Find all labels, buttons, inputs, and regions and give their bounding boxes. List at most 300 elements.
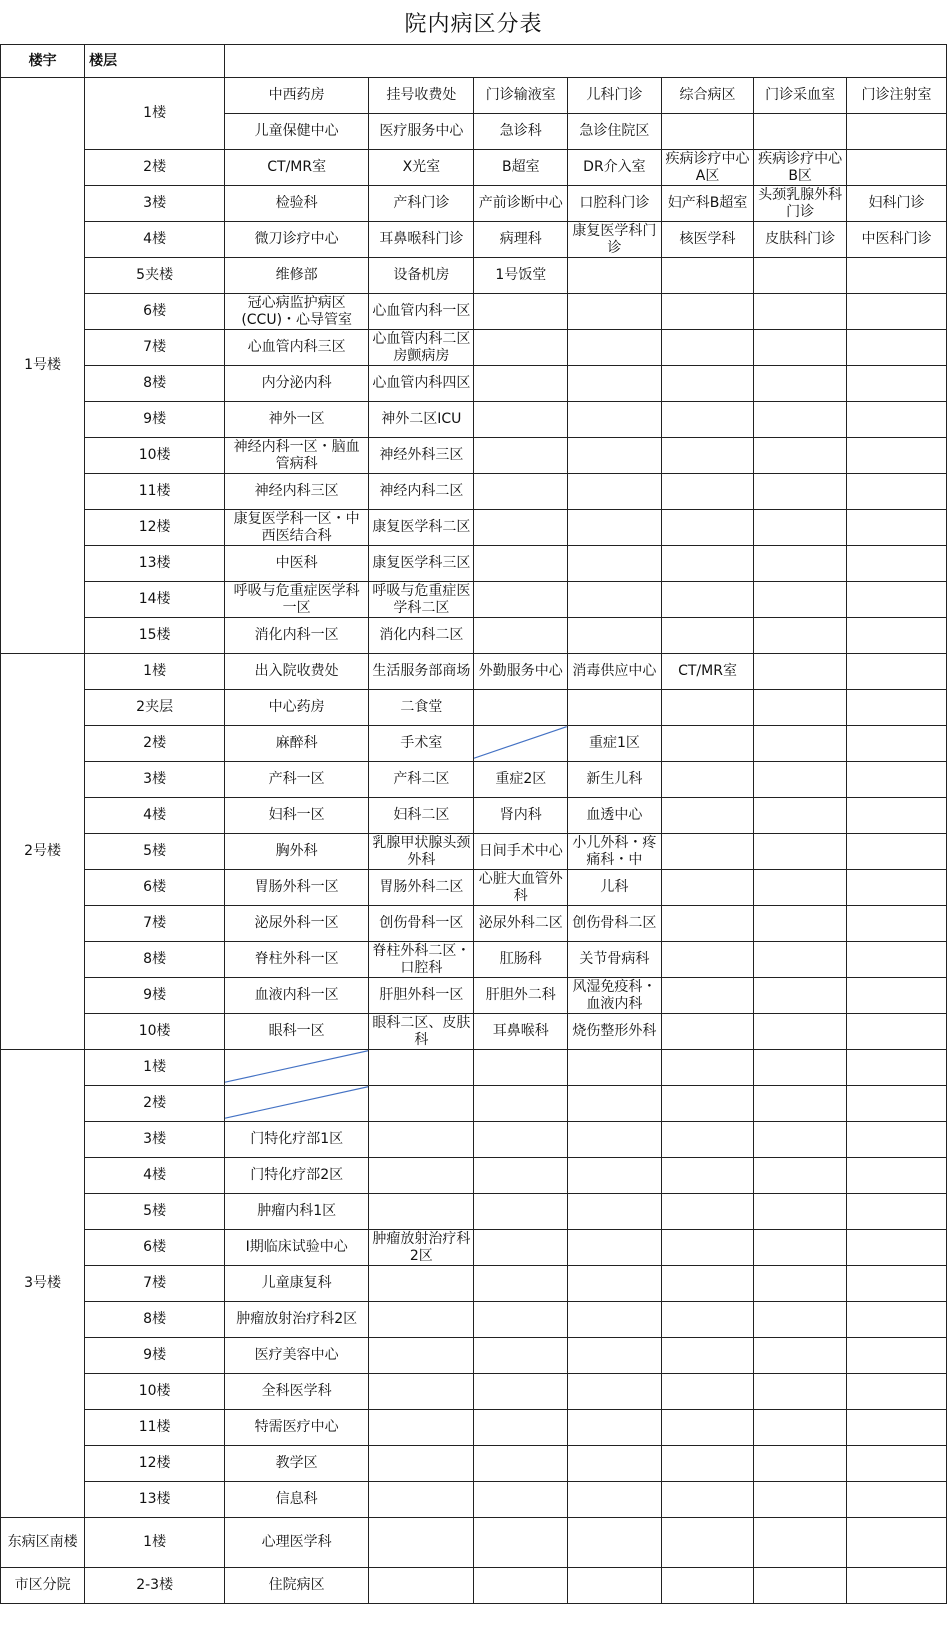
department-cell xyxy=(661,1266,754,1302)
floor-cell: 3楼 xyxy=(85,1122,225,1158)
department-cell xyxy=(474,1266,568,1302)
department-cell xyxy=(474,618,568,654)
table-row xyxy=(1,942,947,978)
department-cell xyxy=(369,1266,474,1302)
department-cell xyxy=(661,294,754,330)
floor-cell: 13楼 xyxy=(85,546,225,582)
department-cell: 中心药房 xyxy=(225,690,369,726)
diagonal-line xyxy=(474,726,567,761)
department-cell xyxy=(568,474,662,510)
table-row xyxy=(1,78,947,114)
table-row xyxy=(1,510,947,546)
department-cell: 康复医学科三区 xyxy=(369,546,474,582)
department-cell xyxy=(369,1518,474,1568)
table-row xyxy=(1,366,947,402)
department-cell: 急诊住院区 xyxy=(568,114,662,150)
department-cell: 脊柱外科二区・口腔科 xyxy=(369,942,474,978)
floor-cell: 7楼 xyxy=(85,1266,225,1302)
department-cell: 生活服务部商场 xyxy=(369,654,474,690)
building-cell: 2号楼 xyxy=(1,654,85,1050)
department-cell xyxy=(754,870,847,906)
department-cell: 手术室 xyxy=(369,726,474,762)
department-cell xyxy=(568,1568,662,1604)
department-cell xyxy=(568,1446,662,1482)
table-row xyxy=(1,1374,947,1410)
department-cell: 神经内科三区 xyxy=(225,474,369,510)
floor-cell: 10楼 xyxy=(85,438,225,474)
department-cell xyxy=(754,114,847,150)
department-cell: 挂号收费处 xyxy=(369,78,474,114)
department-cell xyxy=(846,1446,946,1482)
department-cell: 关节骨病科 xyxy=(568,942,662,978)
department-cell: 妇科一区 xyxy=(225,798,369,834)
department-cell xyxy=(369,1568,474,1604)
department-cell xyxy=(754,618,847,654)
department-cell xyxy=(846,1518,946,1568)
department-cell: CT/MR室 xyxy=(225,150,369,186)
department-cell xyxy=(754,1194,847,1230)
department-cell xyxy=(568,1122,662,1158)
department-cell: X光室 xyxy=(369,150,474,186)
department-cell: 门诊输液室 xyxy=(474,78,568,114)
department-cell: 康复医学科门诊 xyxy=(568,222,662,258)
department-cell xyxy=(754,1050,847,1086)
department-cell: 心脏大血管外科 xyxy=(474,870,568,906)
department-cell xyxy=(846,402,946,438)
department-cell xyxy=(568,1338,662,1374)
floor-cell: 9楼 xyxy=(85,1338,225,1374)
department-cell xyxy=(754,1410,847,1446)
table-row xyxy=(1,438,947,474)
table-row xyxy=(1,258,947,294)
department-cell xyxy=(661,546,754,582)
department-cell xyxy=(568,1266,662,1302)
floor-cell: 3楼 xyxy=(85,186,225,222)
department-cell xyxy=(568,1158,662,1194)
table-row xyxy=(1,402,947,438)
department-cell xyxy=(661,438,754,474)
department-cell xyxy=(846,438,946,474)
department-cell xyxy=(846,1086,946,1122)
department-cell xyxy=(474,1122,568,1158)
department-cell: 头颈乳腺外科门诊 xyxy=(754,186,847,222)
department-cell xyxy=(846,726,946,762)
department-cell xyxy=(846,1338,946,1374)
department-cell xyxy=(846,1230,946,1266)
table-row xyxy=(1,1568,947,1604)
department-cell: 产科二区 xyxy=(369,762,474,798)
department-cell xyxy=(661,726,754,762)
floor-cell: 2-3楼 xyxy=(85,1568,225,1604)
department-cell xyxy=(661,906,754,942)
department-cell xyxy=(754,402,847,438)
department-cell xyxy=(369,1158,474,1194)
department-cell xyxy=(754,978,847,1014)
department-cell: 疾病诊疗中心B区 xyxy=(754,150,847,186)
department-cell: 医疗服务中心 xyxy=(369,114,474,150)
department-cell: 儿科 xyxy=(568,870,662,906)
floor-cell: 6楼 xyxy=(85,294,225,330)
floor-cell: 8楼 xyxy=(85,1302,225,1338)
department-cell xyxy=(846,906,946,942)
department-cell: 门特化疗部1区 xyxy=(225,1122,369,1158)
floor-cell: 13楼 xyxy=(85,1482,225,1518)
department-cell: 血透中心 xyxy=(568,798,662,834)
department-cell: 二食堂 xyxy=(369,690,474,726)
department-cell: 妇产科B超室 xyxy=(661,186,754,222)
department-cell xyxy=(661,1122,754,1158)
floor-cell: 4楼 xyxy=(85,798,225,834)
table-row xyxy=(1,582,947,618)
department-cell xyxy=(474,1302,568,1338)
department-cell: 重症1区 xyxy=(568,726,662,762)
department-cell xyxy=(754,1014,847,1050)
department-cell: 消化内科二区 xyxy=(369,618,474,654)
department-cell xyxy=(846,510,946,546)
department-cell: 心血管内科三区 xyxy=(225,330,369,366)
department-cell xyxy=(754,294,847,330)
floor-cell: 15楼 xyxy=(85,618,225,654)
department-cell: 心血管内科四区 xyxy=(369,366,474,402)
building-cell: 3号楼 xyxy=(1,1050,85,1518)
department-cell: 皮肤科门诊 xyxy=(754,222,847,258)
department-cell xyxy=(568,1194,662,1230)
department-cell xyxy=(846,546,946,582)
department-cell: 肝胆外二科 xyxy=(474,978,568,1014)
department-cell xyxy=(754,906,847,942)
department-cell xyxy=(846,582,946,618)
department-cell xyxy=(754,798,847,834)
department-cell: 产前诊断中心 xyxy=(474,186,568,222)
department-cell xyxy=(568,1518,662,1568)
department-cell: 妇科门诊 xyxy=(846,186,946,222)
department-cell xyxy=(369,1410,474,1446)
department-cell xyxy=(846,1266,946,1302)
table-row xyxy=(1,1014,947,1050)
department-cell xyxy=(846,1158,946,1194)
department-cell xyxy=(846,1014,946,1050)
department-cell xyxy=(568,1086,662,1122)
floor-cell: 8楼 xyxy=(85,942,225,978)
department-cell xyxy=(846,114,946,150)
department-cell xyxy=(754,438,847,474)
table-row xyxy=(1,222,947,258)
department-cell: 血液内科一区 xyxy=(225,978,369,1014)
department-cell xyxy=(568,582,662,618)
floor-cell: 12楼 xyxy=(85,510,225,546)
table-row xyxy=(1,1158,947,1194)
floor-cell: 10楼 xyxy=(85,1374,225,1410)
department-cell xyxy=(846,1568,946,1604)
department-cell: 心血管内科二区房颤病房 xyxy=(369,330,474,366)
diagonal-slash-cell xyxy=(225,1086,369,1122)
department-cell xyxy=(754,726,847,762)
department-cell xyxy=(754,1122,847,1158)
department-cell xyxy=(369,1302,474,1338)
department-cell: 门诊采血室 xyxy=(754,78,847,114)
department-cell: 肛肠科 xyxy=(474,942,568,978)
department-cell xyxy=(754,510,847,546)
department-cell xyxy=(846,870,946,906)
department-cell xyxy=(568,1050,662,1086)
diagonal-slash-cell xyxy=(474,726,568,762)
department-cell: 特需医疗中心 xyxy=(225,1410,369,1446)
header-building: 楼宇 xyxy=(1,45,85,78)
department-cell: 小儿外科・疼痛科・中 xyxy=(568,834,662,870)
department-cell xyxy=(474,1230,568,1266)
department-cell xyxy=(754,1482,847,1518)
department-cell xyxy=(568,690,662,726)
department-cell xyxy=(846,690,946,726)
department-cell xyxy=(846,618,946,654)
table-row xyxy=(1,294,947,330)
department-cell xyxy=(754,834,847,870)
floor-cell: 7楼 xyxy=(85,330,225,366)
department-cell xyxy=(846,150,946,186)
table-row xyxy=(1,474,947,510)
department-cell: 产科一区 xyxy=(225,762,369,798)
floor-cell: 5楼 xyxy=(85,834,225,870)
department-cell xyxy=(568,546,662,582)
department-cell: 核医学科 xyxy=(661,222,754,258)
header-row xyxy=(1,45,947,78)
department-cell xyxy=(754,1374,847,1410)
department-cell: 全科医学科 xyxy=(225,1374,369,1410)
department-cell xyxy=(661,1086,754,1122)
department-cell: 心理医学科 xyxy=(225,1518,369,1568)
department-cell xyxy=(661,870,754,906)
table-row xyxy=(1,1446,947,1482)
table-row xyxy=(1,1338,947,1374)
department-cell xyxy=(754,330,847,366)
department-cell: 创伤骨科二区 xyxy=(568,906,662,942)
department-cell: 儿童康复科 xyxy=(225,1266,369,1302)
table-row xyxy=(1,1302,947,1338)
department-cell: 麻醉科 xyxy=(225,726,369,762)
table-row xyxy=(1,1230,947,1266)
department-cell xyxy=(846,1194,946,1230)
department-cell xyxy=(846,1122,946,1158)
diagonal-line xyxy=(225,1050,368,1085)
department-cell xyxy=(474,294,568,330)
department-cell: 儿童保健中心 xyxy=(225,114,369,150)
department-cell xyxy=(661,1446,754,1482)
table-row xyxy=(1,186,947,222)
department-cell xyxy=(661,330,754,366)
table-row xyxy=(1,906,947,942)
department-cell: 肿瘤内科1区 xyxy=(225,1194,369,1230)
department-cell: 肝胆外科一区 xyxy=(369,978,474,1014)
floor-cell: 5楼 xyxy=(85,1194,225,1230)
table-row xyxy=(1,1194,947,1230)
department-cell: 心血管内科一区 xyxy=(369,294,474,330)
department-cell xyxy=(474,510,568,546)
department-cell xyxy=(474,1568,568,1604)
table-row xyxy=(1,798,947,834)
department-cell: 内分泌内科 xyxy=(225,366,369,402)
department-cell: 综合病区 xyxy=(661,78,754,114)
department-cell: DR介入室 xyxy=(568,150,662,186)
department-cell: 创伤骨科一区 xyxy=(369,906,474,942)
table-row xyxy=(1,762,947,798)
diagonal-slash-cell xyxy=(225,1050,369,1086)
department-cell: 儿科门诊 xyxy=(568,78,662,114)
department-cell: CT/MR室 xyxy=(661,654,754,690)
table-row xyxy=(1,1410,947,1446)
department-cell xyxy=(474,366,568,402)
department-cell: 神外一区 xyxy=(225,402,369,438)
floor-cell: 1楼 xyxy=(85,78,225,150)
department-cell xyxy=(474,1410,568,1446)
department-cell xyxy=(846,366,946,402)
floor-cell: 4楼 xyxy=(85,222,225,258)
department-cell: 疾病诊疗中心A区 xyxy=(661,150,754,186)
floor-cell: 1楼 xyxy=(85,1050,225,1086)
department-cell xyxy=(661,1050,754,1086)
department-cell: 门特化疗部2区 xyxy=(225,1158,369,1194)
department-cell: 肿瘤放射治疗科2区 xyxy=(225,1302,369,1338)
table-row xyxy=(1,330,947,366)
department-cell xyxy=(474,438,568,474)
department-cell xyxy=(661,582,754,618)
department-cell xyxy=(754,654,847,690)
department-cell xyxy=(754,1266,847,1302)
department-cell xyxy=(661,690,754,726)
department-cell: I期临床试验中心 xyxy=(225,1230,369,1266)
department-cell xyxy=(754,258,847,294)
department-cell: 胃肠外科一区 xyxy=(225,870,369,906)
department-cell xyxy=(474,582,568,618)
department-cell xyxy=(661,1338,754,1374)
header-blank xyxy=(225,45,947,78)
diagonal-line xyxy=(225,1086,368,1121)
department-cell xyxy=(754,582,847,618)
department-cell xyxy=(846,942,946,978)
department-cell: 眼科二区、皮肤科 xyxy=(369,1014,474,1050)
department-cell: 微刀诊疗中心 xyxy=(225,222,369,258)
department-cell xyxy=(661,942,754,978)
department-cell xyxy=(661,798,754,834)
department-cell xyxy=(474,1374,568,1410)
department-cell xyxy=(661,258,754,294)
floor-cell: 3楼 xyxy=(85,762,225,798)
department-cell: 信息科 xyxy=(225,1482,369,1518)
department-cell xyxy=(661,1518,754,1568)
department-cell xyxy=(474,1158,568,1194)
department-cell xyxy=(754,690,847,726)
department-cell xyxy=(846,1482,946,1518)
table-row xyxy=(1,654,947,690)
department-cell: 新生儿科 xyxy=(568,762,662,798)
department-cell: 口腔科门诊 xyxy=(568,186,662,222)
department-cell: 呼吸与危重症医学科二区 xyxy=(369,582,474,618)
department-cell: 中医科 xyxy=(225,546,369,582)
table-row xyxy=(1,1482,947,1518)
floor-cell: 2楼 xyxy=(85,1086,225,1122)
department-cell: 妇科二区 xyxy=(369,798,474,834)
floor-cell: 10楼 xyxy=(85,1014,225,1050)
department-cell xyxy=(474,402,568,438)
department-cell: 泌尿外科二区 xyxy=(474,906,568,942)
table-row xyxy=(1,870,947,906)
department-cell xyxy=(661,978,754,1014)
department-cell xyxy=(846,474,946,510)
department-cell xyxy=(846,1410,946,1446)
department-cell: 医疗美容中心 xyxy=(225,1338,369,1374)
department-cell: 住院病区 xyxy=(225,1568,369,1604)
department-cell xyxy=(369,1050,474,1086)
department-cell xyxy=(754,1230,847,1266)
department-cell xyxy=(846,978,946,1014)
department-cell xyxy=(661,618,754,654)
floor-cell: 11楼 xyxy=(85,1410,225,1446)
department-cell xyxy=(846,294,946,330)
department-cell xyxy=(846,1302,946,1338)
department-cell xyxy=(568,294,662,330)
department-cell xyxy=(661,1302,754,1338)
table-row xyxy=(1,690,947,726)
department-cell xyxy=(474,1482,568,1518)
floor-cell: 14楼 xyxy=(85,582,225,618)
department-cell: 检验科 xyxy=(225,186,369,222)
department-cell: 耳鼻喉科门诊 xyxy=(369,222,474,258)
department-cell: 耳鼻喉科 xyxy=(474,1014,568,1050)
department-cell xyxy=(369,1086,474,1122)
department-cell xyxy=(754,1086,847,1122)
department-cell xyxy=(369,1374,474,1410)
building-cell: 东病区南楼 xyxy=(1,1518,85,1568)
department-cell xyxy=(474,1518,568,1568)
department-cell xyxy=(754,1446,847,1482)
floor-cell: 7楼 xyxy=(85,906,225,942)
department-cell xyxy=(661,1230,754,1266)
department-cell: 康复医学科一区・中西医结合科 xyxy=(225,510,369,546)
department-cell xyxy=(369,1194,474,1230)
department-cell: 脊柱外科一区 xyxy=(225,942,369,978)
department-cell xyxy=(474,546,568,582)
table-row xyxy=(1,1050,947,1086)
floor-cell: 4楼 xyxy=(85,1158,225,1194)
department-cell xyxy=(661,366,754,402)
department-cell xyxy=(661,1482,754,1518)
table-row xyxy=(1,978,947,1014)
department-cell xyxy=(474,474,568,510)
department-cell: 中医科门诊 xyxy=(846,222,946,258)
department-cell: 乳腺甲状腺头颈外科 xyxy=(369,834,474,870)
department-cell xyxy=(568,258,662,294)
department-cell xyxy=(846,1374,946,1410)
department-cell: 出入院收费处 xyxy=(225,654,369,690)
department-cell xyxy=(568,1230,662,1266)
department-cell xyxy=(661,762,754,798)
department-cell: 康复医学科二区 xyxy=(369,510,474,546)
department-cell xyxy=(661,1014,754,1050)
department-cell: 消化内科一区 xyxy=(225,618,369,654)
table-row xyxy=(1,1122,947,1158)
department-cell: 外勤服务中心 xyxy=(474,654,568,690)
department-cell xyxy=(369,1482,474,1518)
department-cell: 胸外科 xyxy=(225,834,369,870)
floor-cell: 2楼 xyxy=(85,726,225,762)
department-cell: 神外二区ICU xyxy=(369,402,474,438)
department-cell xyxy=(754,1568,847,1604)
department-cell: B超室 xyxy=(474,150,568,186)
department-cell: 设备机房 xyxy=(369,258,474,294)
floor-cell: 1楼 xyxy=(85,654,225,690)
building-cell: 1号楼 xyxy=(1,78,85,654)
floor-cell: 11楼 xyxy=(85,474,225,510)
department-cell: 呼吸与危重症医学科一区 xyxy=(225,582,369,618)
